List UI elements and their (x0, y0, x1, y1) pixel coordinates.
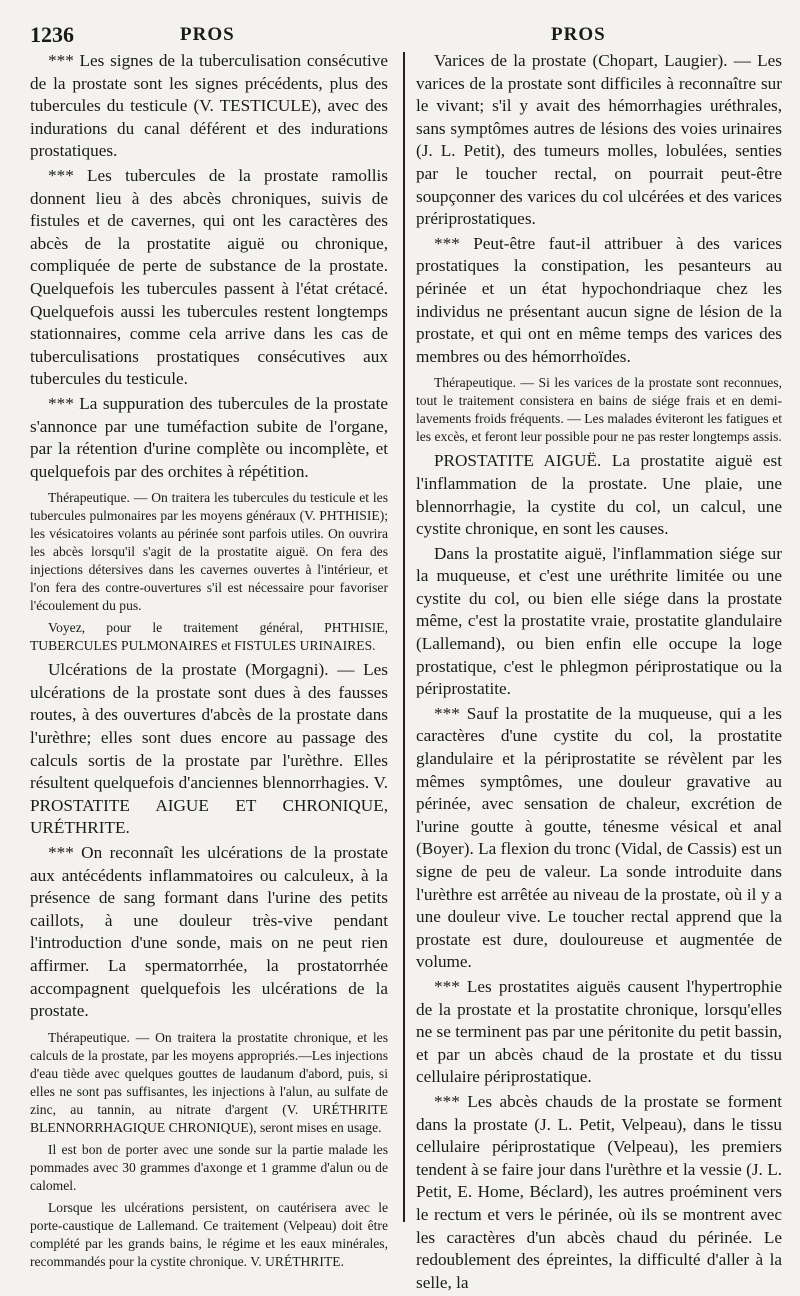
paragraph-small: Voyez, pour le traitement général, PHTHISIE, TUBERCULES PULMONAIRES et FISTULES URINAIRES. (30, 620, 388, 654)
paragraph: Ulcérations de la prostate (Morgagni). — Les ulcérations de la prostate sont dues à des fausses routes, à des ouvertures d'abcès de la prostate dans l'urèthre; elles sont dues encore au passage des calculs sortis de la prostate par l'urèthre. Elles résultent quelquefois d'anciennes blennorrhagies. V. PROSTATITE AIGUE ET CHRONIQUE, URÉTHRITE. (30, 660, 388, 838)
paragraph-small: Lorsque les ulcérations persistent, on cautérisera avec le porte-caustique de Lallemand. Ce traitement (Velpeau) doit être complété par les grands bains, le régime et les eaux minérales, recommandés pour la cystite chronique. V. URÉTHRITE. (30, 1199, 388, 1269)
right-column (416, 50, 782, 1296)
running-head-left: PROS (180, 24, 235, 45)
paragraph: *** Les signes de la tuberculisation consécutive de la prostate sont les signes précédents, plus des tubercules du testicule (V. TESTICULE), avec des indurations du canal déférent et des indurations prostatiques. (30, 51, 388, 161)
entry-headword-paragraph: PROSTATITE AIGUË. La prostatite aiguë est l'inflammation de la prostate. Une plaie, une blennorrhagie, la cystite du col, un calcul, une cystite chronique, en sont les causes. (416, 451, 782, 539)
paragraph: Dans la prostatite aiguë, l'inflammation siége sur la muqueuse, et c'est une uréthrite limitée ou une cystite du col, ou bien elle siége dans la prostate même, c'est la prostatite vraie, prostatite glandulaire (Lallemand), ou bien enfin elle occupe la loge prostatique, c'est le phlegmon périprostatique ou la périprostatite. (416, 543, 782, 699)
paragraph: *** On reconnaît les ulcérations de la prostate aux antécédents inflammatoires ou calculeux, à la présence de sang formant dans l'urine des petits caillots, à une douleur très-vive pendant l'introduction d'une sonde, mais on ne peut rien affirmer. La spermatorrhée, la prostatorrhée accompagnent quelquefois les ulcérations de la prostate. (30, 843, 388, 1021)
left-column (30, 50, 388, 1275)
paragraph: *** La suppuration des tubercules de la prostate s'annonce par une tuméfaction subite de l'organe, par la rétention d'urine complète ou incomplète, et quelquefois par des orchites à répétition. (30, 393, 388, 481)
paragraph-small: Thérapeutique. — On traitera les tubercules du testicule et les tubercules pulmonaires par les moyens généraux (V. PHTHISIE); les vésicatoires volants au périnée sont parfois utiles. On ouvrira les abcès lorsqu'il s'agit de la prostatite aiguë. On fera des injections détersives dans les cavernes ouvertes à l'intérieur, et l'on fera des contre-ouvertures s'il est nécessaire pour favoriser l'écoulement du pus. (30, 490, 388, 614)
paragraph-small: Thérapeutique. — On traitera la prostatite chronique, et les calculs de la prostate, par les moyens appropriés.—Les injections d'eau tiède avec quelques gouttes de laudanum d'abord, puis, si elles ne sont pas suffisantes, les injections à l'alun, au sulfate de zinc, au tannin, au nitrate d'argent (V. URÉTHRITE BLENNORRHAGIQUE CHRONIQUE), seront mises en usage. (30, 1029, 388, 1135)
paragraph: *** Les tubercules de la prostate ramollis donnent lieu à des abcès chroniques, suivis de fistules et de cavernes, qui ont les caractères des abcès de la prostatite aiguë ou chronique, compliquée de perte de substance de la prostate. Quelquefois les tubercules passent à l'état crétacé. Quelquefois aussi les tubercules restent longtemps stationnaires, comme cela arrive dans les cas de tuberculisations prostatiques consécutives aux tubercules du testicule. (30, 165, 388, 389)
paragraph: *** Les prostatites aiguës causent l'hypertrophie de la prostate et la prostatite chronique, lorsqu'elles ne se terminent pas par une péritonite du petit bassin, et par un abcès chaud de la prostate et du tissu cellulaire périprostatique. (416, 976, 782, 1087)
paragraph-small: Il est bon de porter avec une sonde sur la partie malade les pommades avec 30 grammes d'axonge et 1 gramme d'alun ou de calomel. (30, 1141, 388, 1193)
paragraph: *** Les abcès chauds de la prostate se forment dans la prostate (J. L. Petit, Velpeau), dans le tissu cellulaire périprostatique (Velpeau), les premiers tendent à se faire jour dans l'urèthre et la vessie (J. L. Petit, E. Home, Béclard), les autres proéminent vers le rectum et vers le périnée, où ils se montrent avec les caractères d'un abcès chaud du périnée. Le redoublement des épreintes, la difficulté d'aller à la selle, la (416, 1091, 782, 1292)
column-divider (403, 52, 405, 1222)
page-number: 1236 (30, 22, 74, 47)
paragraph-small: Thérapeutique. — Si les varices de la prostate sont reconnues, tout le traitement consistera en bains de siége frais et en demi-lavements froids fréquents. — Les malades éviteront les fatigues et les excès, et feront leur possible pour ne pas rester longtemps assis. (416, 375, 782, 445)
paragraph: Varices de la prostate (Chopart, Laugier). — Les varices de la prostate sont difficiles à reconnaître sur le vivant; s'il y avait des hémorrhagies uréthrales, sans symptômes autres de lésions des voies urinaires (J. L. Petit), des tumeurs molles, lobulées, senties par le toucher rectal, on pourrait peut-être soupçonner des varices du col ulcérées et des varices prériprostatiques. (416, 51, 782, 229)
paragraph: *** Sauf la prostatite de la muqueuse, qui a les caractères d'une cystite du col, la prostatite glandulaire et la périprostatite se révèlent par les mêmes symptômes, une douleur gravative au périnée, avec sensation de chaleur, excrétion de l'urine goutte à goutte, ténesme vésical et anal (Boyer). La flexion du tronc (Vidal, de Cassis) est un signe de peu de valeur. La sonde introduite dans l'urèthre est arrêtée au niveau de la prostate, où il y a une douleur vive. Le toucher rectal apprend que la prostate est dure, douloureuse et augmentée de volume. (416, 703, 782, 972)
page-header (0, 22, 800, 52)
paragraph: *** Peut-être faut-il attribuer à des varices prostatiques la constipation, les pesanteurs au périnée et un état hypochondriaque chez les individus ne présentant aucun signe de lésion de la prostate, et qui ont en même temps des varices des membres ou des hémorrhoïdes. (416, 233, 782, 366)
running-head-right: PROS (551, 24, 606, 45)
